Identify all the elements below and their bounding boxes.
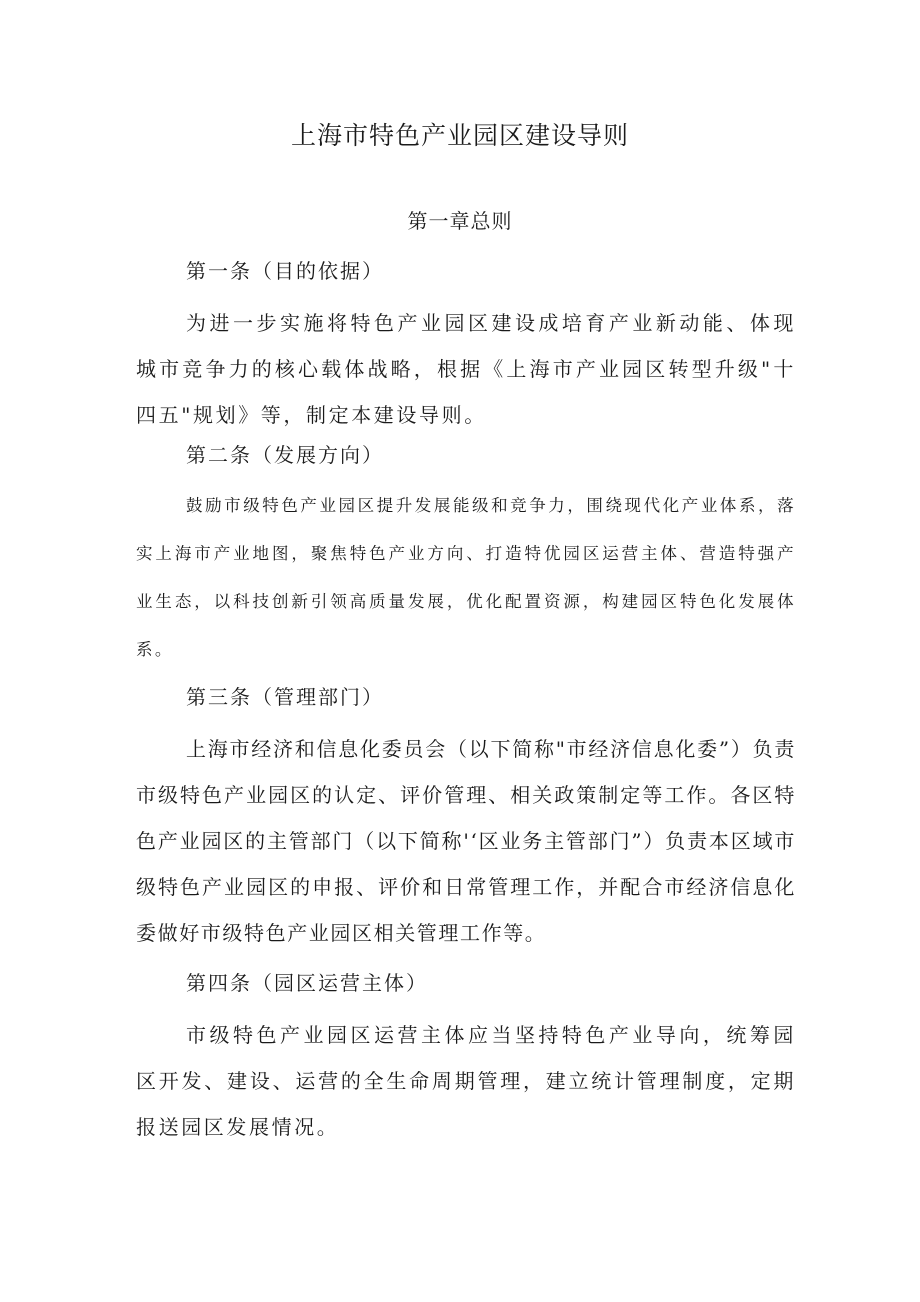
article-body: 上海市经济和信息化委员会（以下简称"市经济信息化委”）负责市级特色产业园区的认定、评价管理、相关政策制定等工作。各区特色产业园区的主管部门（以下简称'‘区业务主管部门”）负责本区域市级特色产业园区的申报、评价和日常管理工作，并配合市经济信息化委做好市级特色产业园区相关管理工作等。 [136,737,796,945]
article-body: 鼓励市级特色产业园区提升发展能级和竞争力，围绕现代化产业体系，落实上海市产业地图，聚焦特色产业方向、打造特优园区运营主体、营造特强产业生态，以科技创新引领高质量发展，优化配置资源，构建园区特色化发展体系。 [136,496,796,659]
article-heading: 第一条（目的依据） [186,259,384,283]
document-title: 上海市特色产业园区建设导则 [290,121,629,150]
article-2 [136,438,796,674]
article-1 [136,254,796,438]
article-heading: 第四条（园区运营主体） [186,971,428,995]
article-4 [136,966,796,1150]
chapter-heading: 第一章总则 [407,209,513,233]
article-body: 市级特色产业园区运营主体应当坚持特色产业导向，统筹园区开发、建设、运营的全生命周期管理，建立统计管理制度，定期报送园区发展情况。 [136,1023,796,1139]
article-heading: 第二条（发展方向） [186,443,384,467]
article-heading: 第三条（管理部门） [186,685,384,709]
article-body: 为进一步实施将特色产业园区建设成培育产业新动能、体现城市竞争力的核心载体战略，根据《上海市产业园区转型升级"十四五"规划》等，制定本建设导则。 [136,311,796,427]
article-3 [136,680,796,956]
